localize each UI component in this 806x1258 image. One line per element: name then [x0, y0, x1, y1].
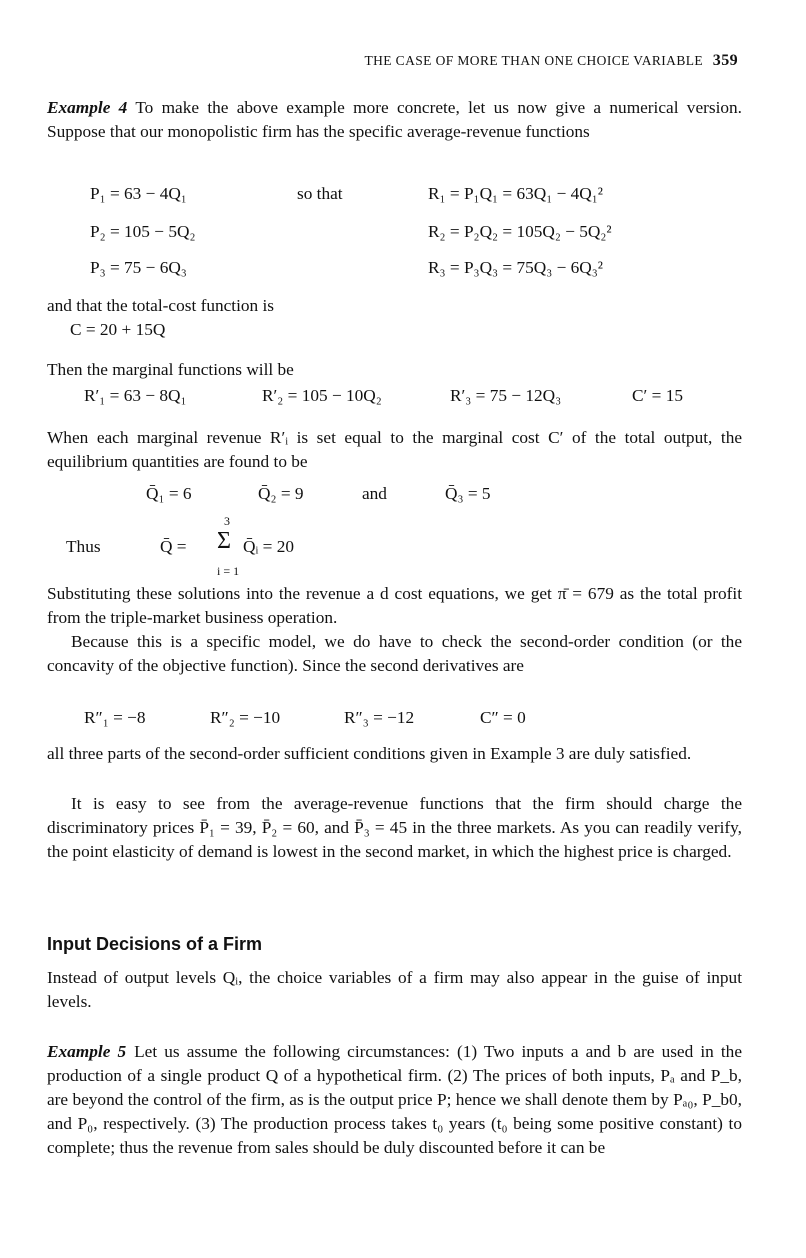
running-title: THE CASE OF MORE THAN ONE CHOICE VARIABLE [364, 53, 704, 68]
eq-r1: R₁ = P₁Q₁ = 63Q₁ − 4Q₁² [428, 184, 603, 203]
eq-marginal-cost: C′ = 15 [632, 386, 683, 405]
eq-q-bar-rhs: Q̄ᵢ = 20 [243, 537, 294, 556]
eq-second-r1: R″₁ = −8 [84, 708, 146, 727]
eq-p1: P₁ = 63 − 4Q₁ [90, 184, 187, 203]
eq-second-r2: R″₂ = −10 [210, 708, 281, 727]
marginal-intro: Then the marginal functions will be [47, 360, 294, 379]
eq-marginal-r2: R′₂ = 105 − 10Q₂ [262, 386, 382, 405]
example4-label: Example 4 [47, 98, 128, 117]
eq-q1-bar: Q̄₁ = 6 [146, 484, 192, 503]
eq-q2-bar: Q̄₂ = 9 [258, 484, 304, 503]
eq-q3-bar: Q̄₃ = 5 [445, 484, 491, 503]
eq-p2: P₂ = 105 − 5Q₂ [90, 222, 196, 241]
satisfied-text: all three parts of the second-order sufficient conditions given in Example 3 are duly satisfied. [47, 744, 692, 763]
section-title: Input Decisions of a Firm [47, 934, 263, 954]
eq-marginal-r1: R′₁ = 63 − 8Q₁ [84, 386, 187, 405]
substitution-text: Substituting these solutions into the revenue a d cost equations, we get π̄ = 679 as the total profit from the triple-market business operation. [47, 584, 742, 627]
and-text: and [362, 484, 387, 503]
section-intro: Instead of output levels Qᵢ, the choice variables of a firm may also appear in the guise of input levels. [47, 968, 742, 1011]
example5-text: Example 5 Let us assume the following circumstances: (1) Two inputs a and b are used in the production of a single product Q of a hypothetical firm. (2) The prices of both inputs, Pₐ and P_b, are beyond the control of the firm, as is the output price P; hence we shall denote them by Pₐ₀, P_b0, and P₀, respectively. (3) The production process takes t₀ years (t₀ being some positive constant) to complete; thus the revenue from sales should be duly discounted before it can be [47, 1042, 742, 1157]
eq-r2: R₂ = P₂Q₂ = 105Q₂ − 5Q₂² [428, 222, 612, 241]
sum-upper-limit: 3 [224, 514, 230, 528]
cost-intro: and that the total-cost function is [47, 296, 275, 315]
prices-text: It is easy to see from the average-revenue functions that the firm should charge the discriminatory prices P̄₁ = 39, P̄₂ = 60, and P̄₃ = 45 in the three markets. As you can readily verify, the point elasticity of demand is lowest in the second market, in which the highest price is charged. [47, 794, 742, 861]
eq-q-bar-lhs: Q̄ = [160, 537, 187, 556]
second-order-text: Because this is a specific model, we do have to check the second-order condition (or the concavity of the objective function). Since the second derivatives are [47, 632, 742, 675]
sum-symbol: Σ [217, 528, 231, 554]
page-number: 359 [712, 52, 738, 69]
equilibrium-text: When each marginal revenue R′ᵢ is set equal to the marginal cost C′ of the total output, the equilibrium quantities are found to be [47, 428, 742, 471]
sum-lower-limit: i = 1 [217, 564, 240, 578]
example4-intro: Example 4 To make the above example more concrete, let us now give a numerical version. Suppose that our monopolistic firm has the specific average-revenue functions [47, 98, 742, 141]
example5-label: Example 5 [47, 1042, 127, 1061]
running-header [364, 52, 738, 70]
eq-p3: P₃ = 75 − 6Q₃ [90, 258, 187, 277]
eq-marginal-r3: R′₃ = 75 − 12Q₃ [450, 386, 562, 405]
eq-r3: R₃ = P₃Q₃ = 75Q₃ − 6Q₃² [428, 258, 603, 277]
thus-text: Thus [66, 537, 101, 556]
eq-cost: C = 20 + 15Q [70, 320, 166, 339]
eq-second-r3: R″₃ = −12 [344, 708, 415, 727]
so-that-text: so that [297, 184, 343, 203]
eq-second-cost: C″ = 0 [480, 708, 526, 727]
